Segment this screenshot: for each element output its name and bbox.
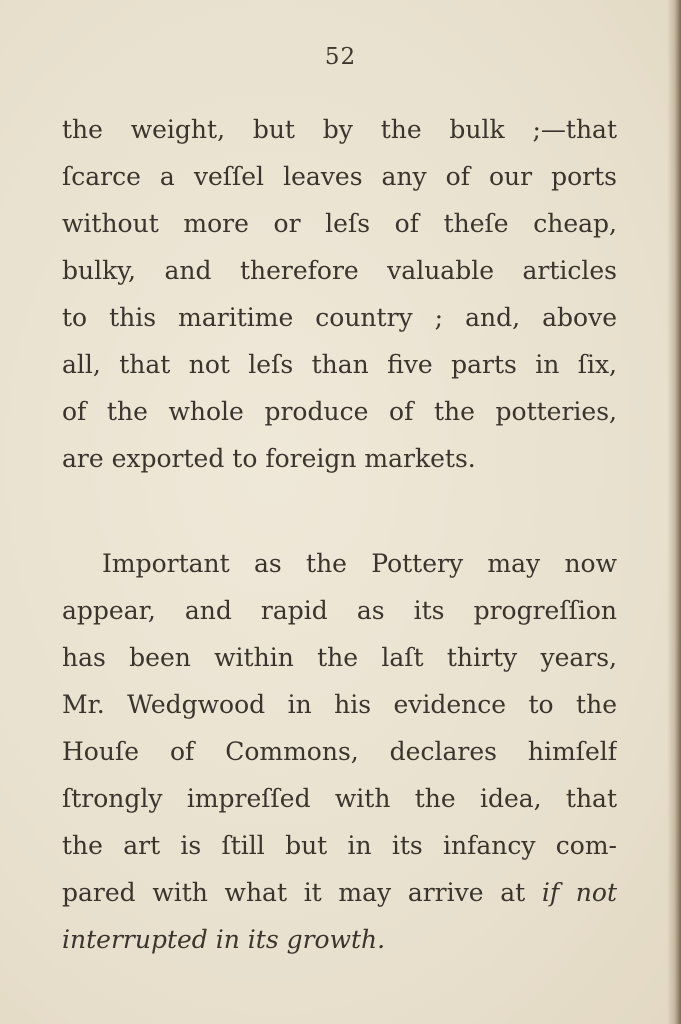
text-line: all, that not leſs than five parts in ſix,: [62, 350, 617, 379]
text-line: are exported to foreign markets.: [62, 444, 476, 473]
page-number: 52: [324, 44, 357, 70]
text-line: Mr. Wedgwood in his evidence to the: [62, 690, 617, 719]
binding-gutter: [667, 0, 681, 1024]
text-line: has been within the laſt thirty years,: [62, 643, 617, 672]
text-line: Houſe of Commons, declares himſelf: [62, 737, 617, 766]
paragraph-2: [62, 540, 617, 963]
paragraph-1: [62, 106, 617, 482]
text-line: [62, 869, 617, 916]
text-line: the weight, but by the bulk ;—that: [62, 115, 617, 144]
text-line: Important as the Pottery may now: [102, 549, 617, 578]
text-line: appear, and rapid as its progreſſion: [62, 596, 617, 625]
text-line: the art is ſtill but in its infancy com-: [62, 831, 617, 860]
text-line: of the whole produce of the potteries,: [62, 397, 617, 426]
text-line: to this maritime country ; and, above: [62, 303, 617, 332]
line-italic: if not: [541, 878, 617, 907]
text-line: bulky, and therefore valuable articles: [62, 256, 617, 285]
text-line: ſcarce a veſſel leaves any of our ports: [62, 162, 617, 191]
text-line: without more or leſs of theſe cheap,: [62, 209, 617, 238]
text-line-italic: interrupted in its growth.: [62, 925, 386, 954]
line-roman: pared with what it may arrive at: [62, 878, 542, 907]
text-line: ſtrongly impreſſed with the idea, that: [62, 784, 617, 813]
